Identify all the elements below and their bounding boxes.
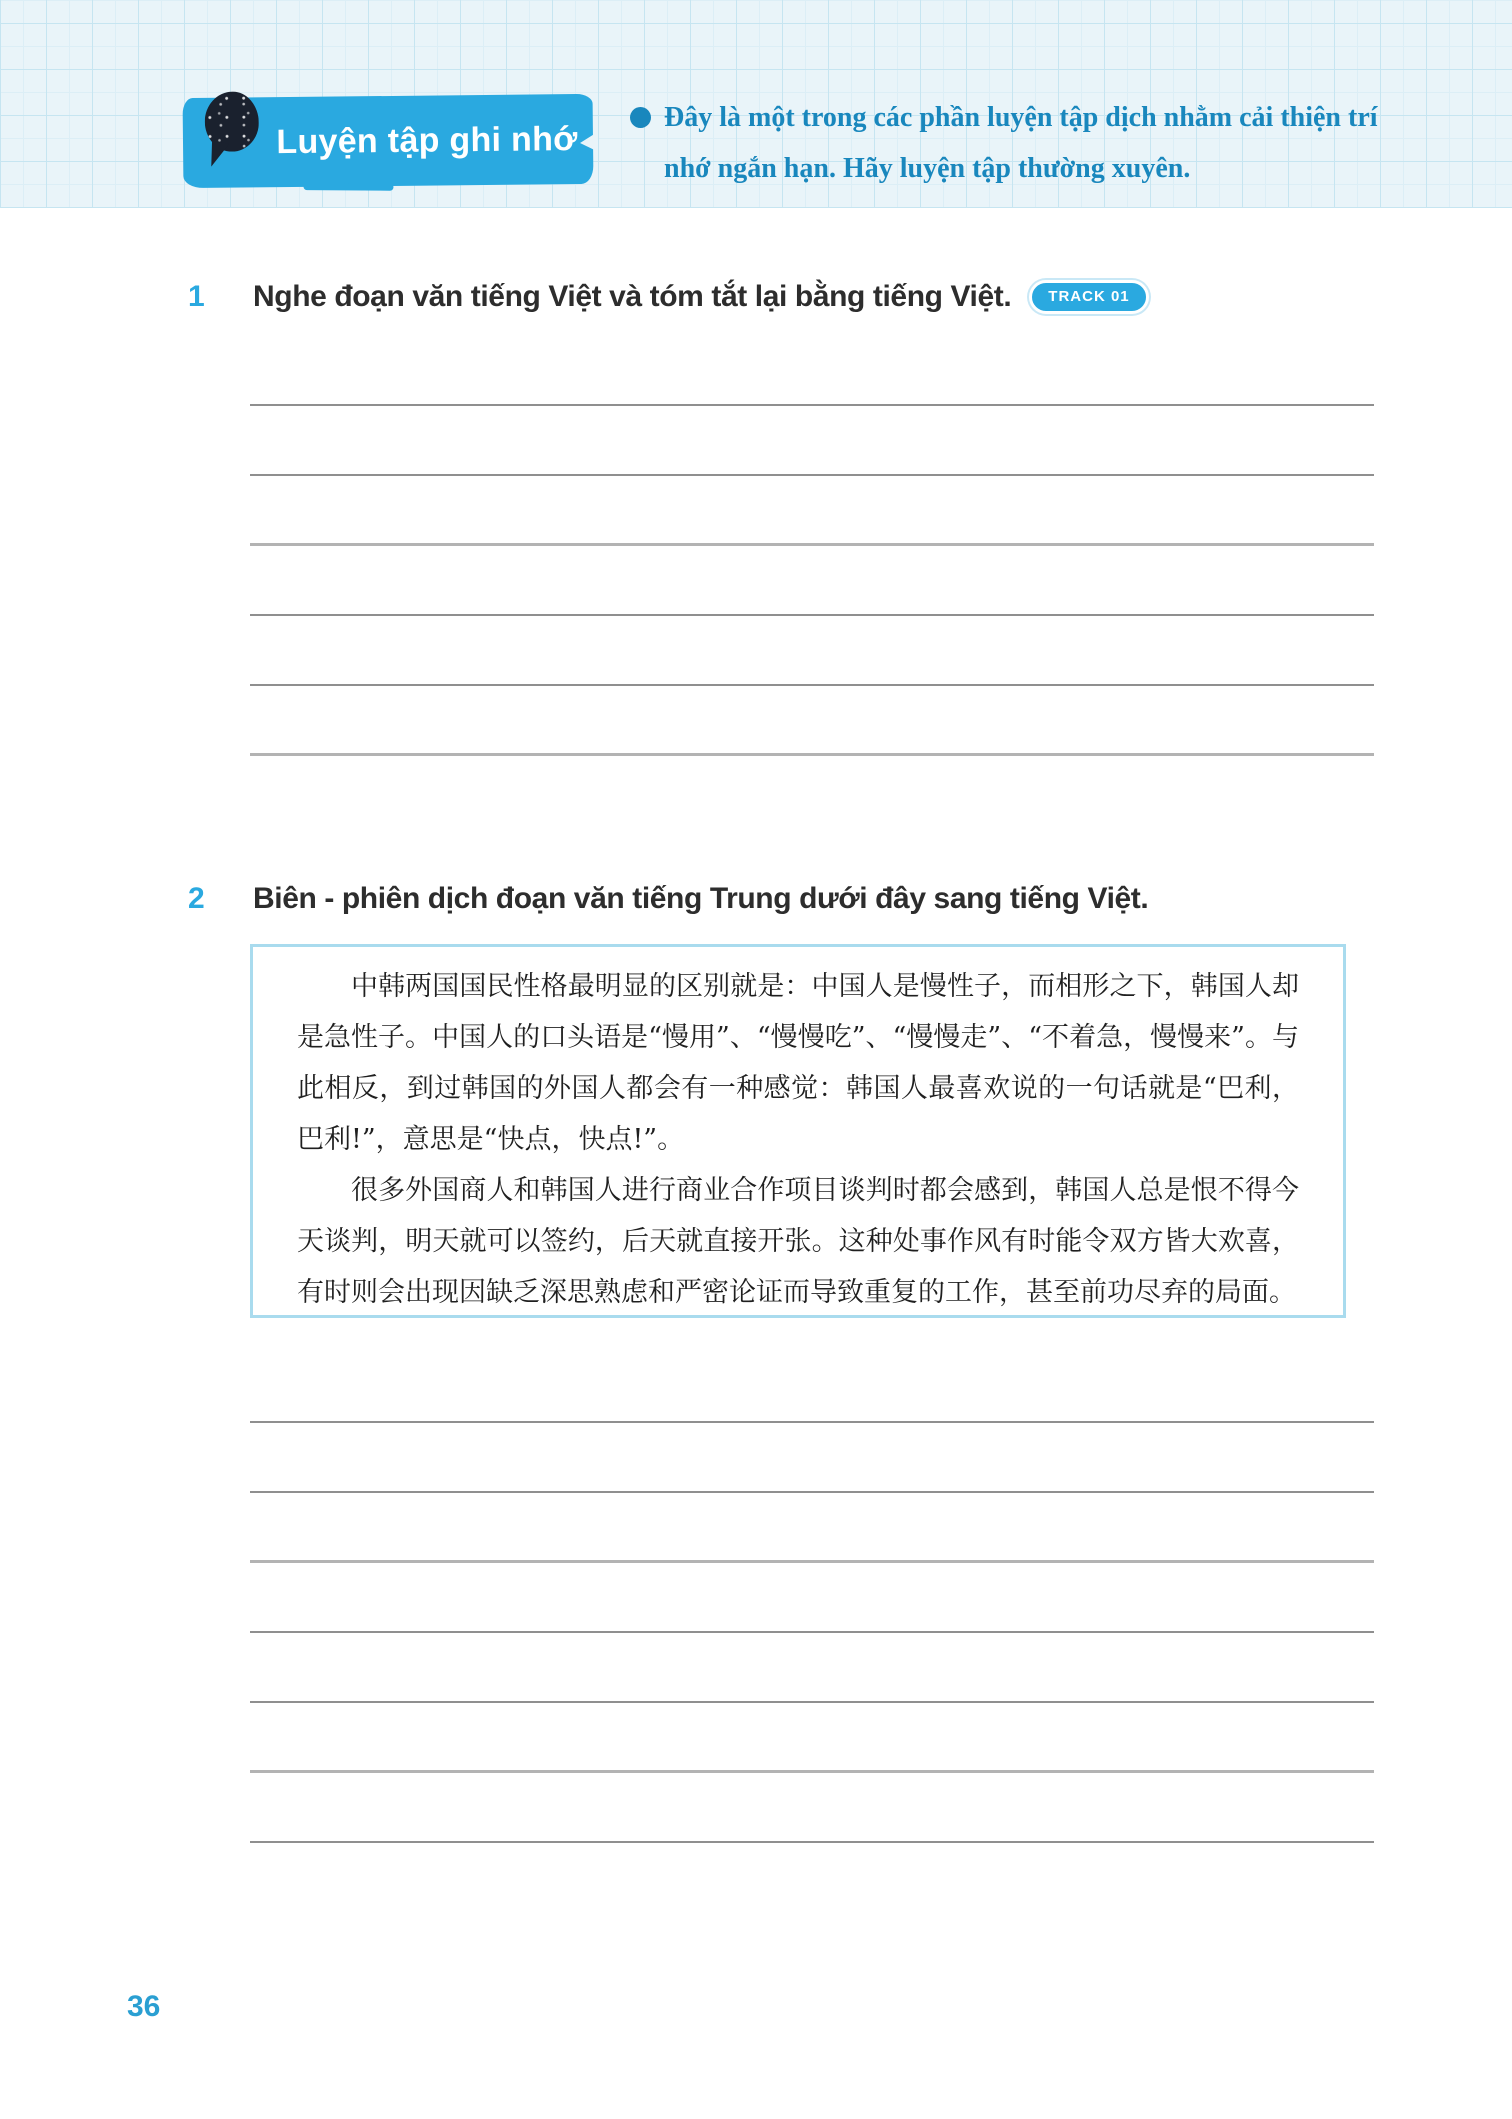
badge-label: Luyện tập ghi nhớ — [276, 119, 578, 161]
bullet-icon — [630, 107, 651, 128]
answer-line — [250, 686, 1374, 756]
answer-line — [250, 1633, 1374, 1703]
passage-paragraph: 中韩两国国民性格最明显的区别就是：中国人是慢性子，而相形之下，韩国人却是急性子。中国人的口头语是“慢用”、“慢慢吃”、“慢慢走”、“不着急，慢慢来”。与此相反，到过韩国的外国人都会有一种感觉：韩国人最喜欢说的一句话就是“巴利，巴利!”，意思是“快点，快点!”。 — [297, 971, 1299, 1155]
exercise-1-header — [188, 280, 1428, 314]
header-note — [628, 92, 1420, 194]
chinese-passage-box — [250, 944, 1346, 1318]
answer-line — [250, 1423, 1374, 1493]
exercise-1-title: Nghe đoạn văn tiếng Việt và tóm tắt lại bằng tiếng Việt. — [253, 280, 1012, 313]
answer-line — [250, 546, 1374, 616]
answer-line — [250, 476, 1374, 546]
header-band — [0, 0, 1512, 208]
passage-paragraph: 很多外国商人和韩国人进行商业合作项目谈判时都会感到，韩国人总是恨不得今天谈判，明天就可以签约，后天就直接开张。这种处事作风有时能令双方皆大欢喜，有时则会出现因缺乏深思熟虑和严密论证而导致重复的工作，甚至前功尽弃的局面。 — [297, 1175, 1299, 1308]
exercise-1-answer-lines — [250, 336, 1374, 756]
answer-line — [250, 406, 1374, 476]
exercise-2-title: Biên - phiên dịch đoạn văn tiếng Trung dưới đây sang tiếng Việt. — [253, 882, 1149, 915]
exercise-2-number: 2 — [188, 882, 205, 915]
answer-line — [250, 1563, 1374, 1633]
speech-bubble-icon — [204, 91, 259, 152]
answer-line — [250, 336, 1374, 406]
answer-line — [250, 1703, 1374, 1773]
memory-practice-badge — [183, 94, 594, 188]
answer-line — [250, 1773, 1374, 1843]
exercise-2-header — [188, 882, 1428, 916]
answer-line — [250, 1493, 1374, 1563]
exercise-2-answer-lines — [250, 1353, 1374, 1843]
header-note-text: Đây là một trong các phần luyện tập dịch nhằm cải thiện trí nhớ ngắn hạn. Hãy luyện tập thường xuyên. — [664, 102, 1378, 184]
answer-line — [250, 616, 1374, 686]
exercise-1-number: 1 — [188, 280, 205, 313]
track-01-badge: TRACK 01 — [1029, 280, 1148, 314]
page-number: 36 — [127, 1990, 161, 2023]
answer-line — [250, 1353, 1374, 1423]
